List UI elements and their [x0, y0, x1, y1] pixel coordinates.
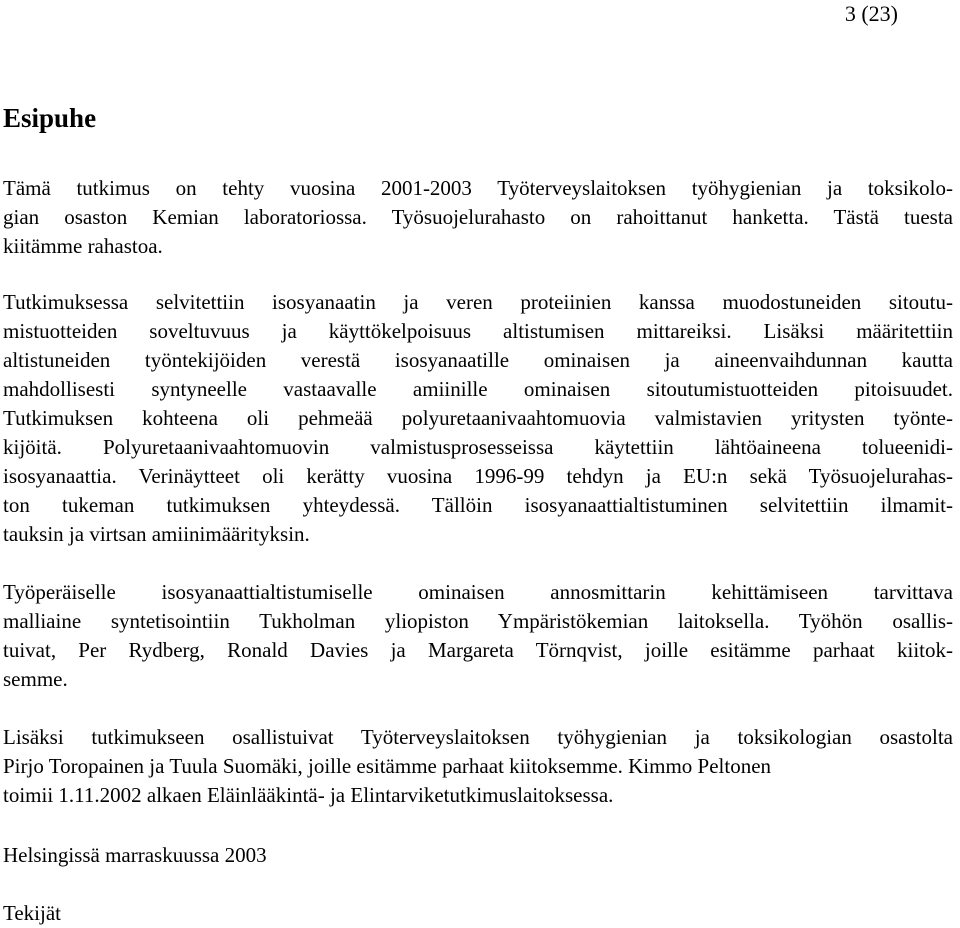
paragraph-line: Lisäksi tutkimukseen osallistuivat Työterveyslaitoksen työhygienian ja toksikologian osastolta — [3, 725, 953, 749]
paragraph-line: altistuneiden työntekijöiden verestä isosyanaatille ominaisen ja aineenvaihdunnan kautta — [3, 348, 953, 372]
paragraph-synthesis-acknowledgement — [3, 578, 953, 694]
paragraph-line: semme. — [3, 667, 68, 691]
place-date — [3, 841, 953, 870]
paragraph-line: toimii 1.11.2002 alkaen Eläinlääkintä- ja Elintarviketutkimuslaitoksessa. — [3, 783, 614, 807]
paragraph-line: Tutkimuksessa selvitettiin isosyanaatin ja veren proteiinien kanssa muodostuneiden sitoutu- — [3, 290, 953, 314]
signature-text: Tekijät — [3, 901, 62, 925]
paragraph-study-description — [3, 288, 953, 549]
place-date-text: Helsingissä marraskuussa 2003 — [3, 843, 267, 867]
paragraph-line: kiitämme rahastoa. — [3, 234, 163, 258]
page-number: 3 (23) — [844, 1, 898, 26]
paragraph-line: tuivat, Per Rydberg, Ronald Davies ja Margareta Törnqvist, joille esitämme parhaat kiitok- — [3, 638, 953, 662]
paragraph-line: ton tukeman tutkimuksen yhteydessä. Tällöin isosyanaattialtistuminen selvitettiin ilmamit- — [3, 493, 953, 517]
paragraph-line: tauksin ja virtsan amiinimäärityksin. — [3, 522, 310, 546]
paragraph-line: Tutkimuksen kohteena oli pehmeää polyuretaanivaahtomuovia valmistavien yritysten työnte- — [3, 406, 953, 430]
paragraph-funding — [3, 174, 953, 261]
paragraph-line: Työperäiselle isosyanaattialtistumiselle ominaisen annosmittarin kehittämiseen tarvittava — [3, 580, 953, 604]
paragraph-line: Pirjo Toropainen ja Tuula Suomäki, joille esitämme parhaat kiitoksemme. Kimmo Peltonen — [3, 754, 772, 778]
page-title: Esipuhe — [3, 103, 97, 133]
paragraph-participants-acknowledgement — [3, 723, 953, 810]
paragraph-line: kijöitä. Polyuretaanivaahtomuovin valmistusprosesseissa käytettiin lähtöaineena tolueenidi- — [3, 435, 953, 459]
paragraph-line: Tämä tutkimus on tehty vuosina 2001-2003 Työterveyslaitoksen työhygienian ja toksikolo- — [3, 176, 953, 200]
paragraph-line: mahdollisesti syntyneelle vastaavalle amiinille ominaisen sitoutumistuotteiden pitoisuudet. — [3, 377, 953, 401]
paragraph-line: gian osaston Kemian laboratoriossa. Työsuojelurahasto on rahoittanut hanketta. Tästä tuesta — [3, 205, 953, 229]
paragraph-line: mistuotteiden soveltuvuus ja käyttökelpoisuus altistumisen mittareiksi. Lisäksi määritettiin — [3, 319, 953, 343]
signature — [3, 899, 953, 928]
paragraph-line: isosyanaattia. Verinäytteet oli kerätty vuosina 1996-99 tehdyn ja EU:n sekä Työsuojelurahas- — [3, 464, 953, 488]
paragraph-line: malliaine syntetisointiin Tukholman yliopiston Ympäristökemian laitoksella. Työhön osallis- — [3, 609, 953, 633]
